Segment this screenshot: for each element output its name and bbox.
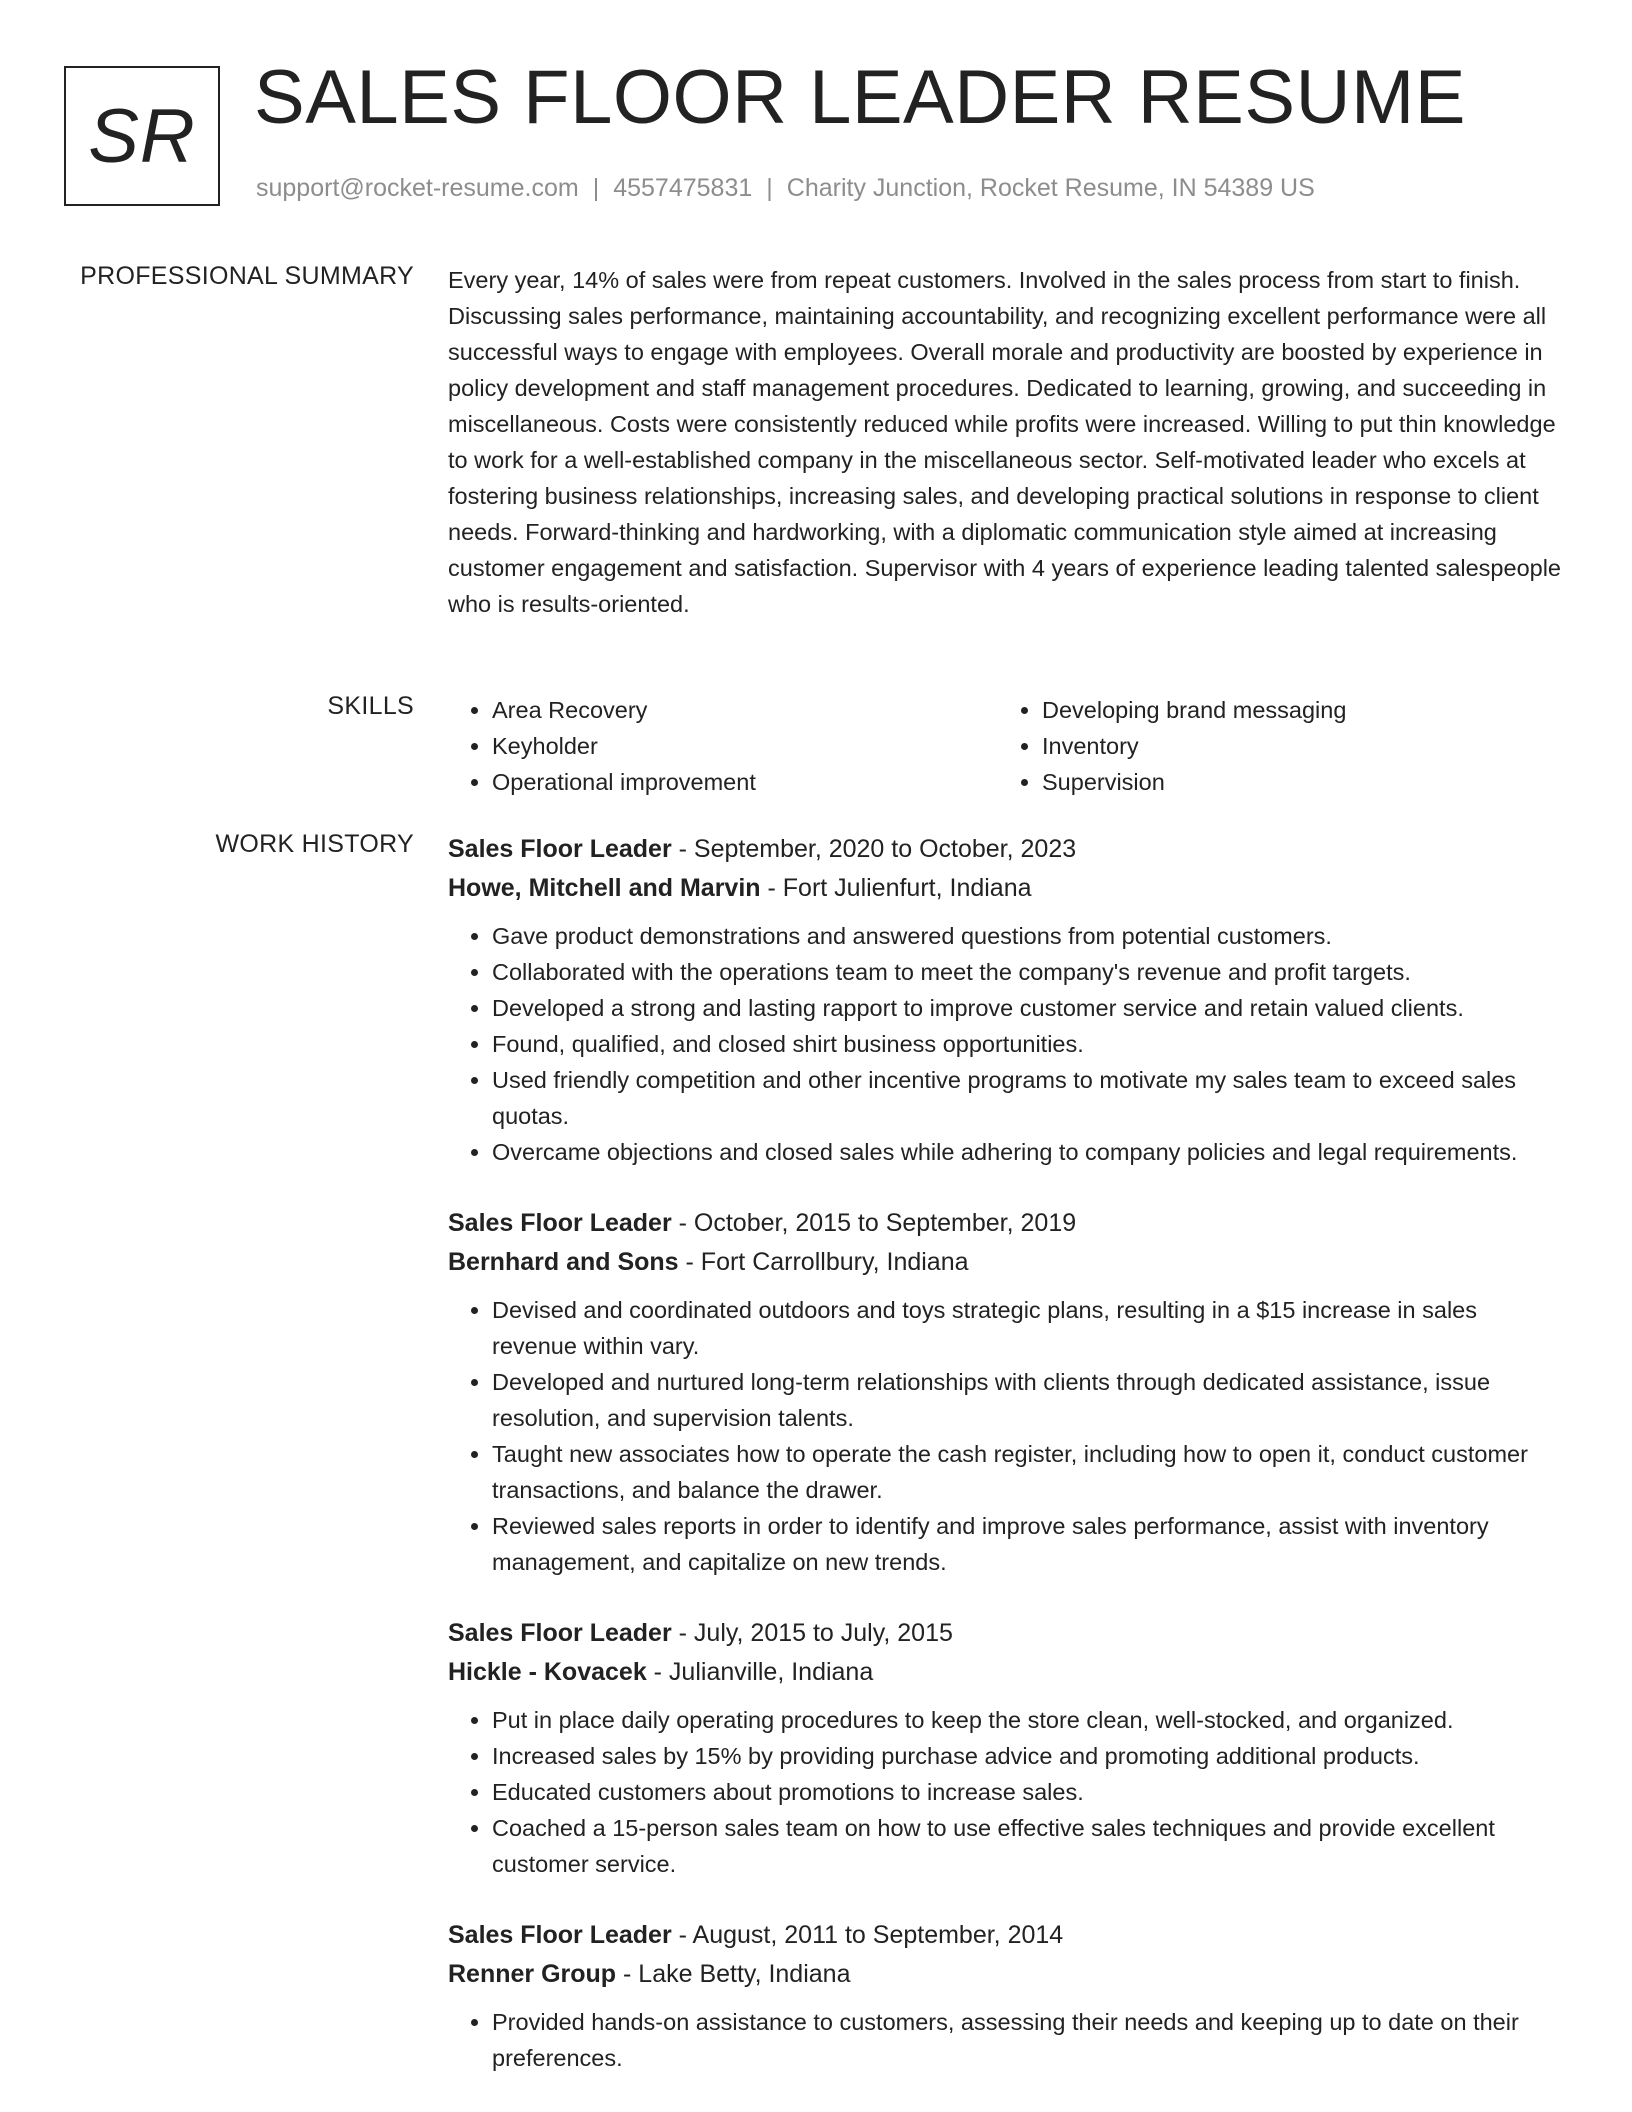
job-title: Sales Floor Leader <box>448 1921 672 1949</box>
resume-title: SALES FLOOR LEADER RESUME <box>254 55 1466 140</box>
job-location: - Lake Betty, Indiana <box>616 1960 851 1988</box>
contact-address: Charity Junction, Rocket Resume, IN 54389 US <box>786 174 1315 202</box>
job-location: - Fort Julienfurt, Indiana <box>760 874 1032 902</box>
work-history-content <box>448 830 1568 2110</box>
job-title: Sales Floor Leader <box>448 835 672 863</box>
skill-item: • Operational improvement <box>492 764 998 800</box>
contact-phone[interactable]: 4557475831 <box>613 174 753 202</box>
job-bullet: • Used friendly competition and other incentive programs to motivate my sales team to exceed sales quotas. <box>492 1062 1568 1134</box>
summary-content <box>448 262 1568 622</box>
job-bullet: • Provided hands-on assistance to customers, assessing their needs and keeping up to date on their preferences. <box>492 2004 1568 2076</box>
job-bullet: • Devised and coordinated outdoors and toys strategic plans, resulting in a $15 increase in sales revenue within vary. <box>492 1292 1568 1364</box>
job-title-line <box>448 1614 1568 1652</box>
job-title: Sales Floor Leader <box>448 1209 672 1237</box>
job-dates: - October, 2015 to September, 2019 <box>671 1209 1077 1237</box>
job-company: Hickle - Kovacek <box>448 1658 647 1686</box>
job-bullet: • Gave product demonstrations and answered questions from potential customers. <box>492 918 1568 954</box>
job-bullet: • Developed a strong and lasting rapport to improve customer service and retain valued clients. <box>492 990 1568 1026</box>
job-company-line <box>448 1652 1568 1692</box>
skill-item: • Inventory <box>1042 728 1548 764</box>
job-bullets <box>448 918 1568 1170</box>
job-title-line <box>448 1204 1568 1242</box>
skills-column-right <box>998 692 1548 800</box>
job-entry <box>448 1614 1568 1882</box>
contact-email[interactable]: support@rocket-resume.com <box>256 174 579 202</box>
skills-column-left <box>448 692 998 800</box>
job-bullets <box>448 1702 1568 1882</box>
skill-item: • Supervision <box>1042 764 1548 800</box>
contact-line <box>256 174 1315 203</box>
job-company-line <box>448 1954 1568 1994</box>
skill-item: • Keyholder <box>492 728 998 764</box>
job-title: Sales Floor Leader <box>448 1619 672 1647</box>
job-bullet: • Taught new associates how to operate the cash register, including how to open it, conduct customer transactions, and balance the drawer. <box>492 1436 1568 1508</box>
job-bullet: • Reviewed sales reports in order to identify and improve sales performance, assist with inventory management, and capitalize on new trends. <box>492 1508 1568 1580</box>
summary-label: PROFESSIONAL SUMMARY <box>80 262 414 290</box>
job-bullet: • Coached a 15-person sales team on how to use effective sales techniques and provide excellent customer service. <box>492 1810 1568 1882</box>
job-bullet: • Developed and nurtured long-term relationships with clients through dedicated assistance, issue resolution, and supervision talents. <box>492 1364 1568 1436</box>
job-company: Bernhard and Sons <box>448 1248 679 1276</box>
skills-list <box>448 692 1568 800</box>
skill-item: • Developing brand messaging <box>1042 692 1548 728</box>
job-entry <box>448 1204 1568 1580</box>
job-dates: - September, 2020 to October, 2023 <box>671 835 1077 863</box>
job-title-line <box>448 830 1568 868</box>
summary-text: Every year, 14% of sales were from repeat customers. Involved in the sales process from start to finish. Discussing sales performance, maintaining accountability, and recognizing excellent performance were all successful ways to engage with employees. Overall morale and productivity are boosted by experience in policy development and staff management procedures. Dedicated to learning, growing, and succeeding in miscellaneous. Costs were consistently reduced while profits were increased. Willing to put thin knowledge to work for a well-established company in the miscellaneous sector. Self-motivated leader who excels at fostering business relationships, increasing sales, and developing practical solutions in response to client needs. Forward-thinking and hardworking, with a diplomatic communication style aimed at increasing customer engagement and satisfaction. Supervisor with 4 years of experience leading talented salespeople who is results-oriented. <box>448 267 1562 617</box>
contact-separator: | <box>592 174 600 202</box>
job-bullets <box>448 1292 1568 1580</box>
job-bullet: • Found, qualified, and closed shirt business opportunities. <box>492 1026 1568 1062</box>
job-entry <box>448 1916 1568 2076</box>
job-company-line <box>448 1242 1568 1282</box>
job-entry <box>448 830 1568 1170</box>
skills-label: SKILLS <box>327 692 414 720</box>
job-location: - Fort Carrollbury, Indiana <box>678 1248 969 1276</box>
job-bullets <box>448 2004 1568 2076</box>
job-bullet: • Collaborated with the operations team to meet the company's revenue and profit targets. <box>492 954 1568 990</box>
job-company: Renner Group <box>448 1960 617 1988</box>
skill-item: • Area Recovery <box>492 692 998 728</box>
job-bullet: • Educated customers about promotions to increase sales. <box>492 1774 1568 1810</box>
job-company-line <box>448 868 1568 908</box>
work-history-label: WORK HISTORY <box>215 830 414 858</box>
contact-separator: | <box>766 174 773 202</box>
monogram-logo: SR <box>64 66 220 206</box>
job-bullet: • Put in place daily operating procedures to keep the store clean, well-stocked, and organized. <box>492 1702 1568 1738</box>
job-bullet: • Increased sales by 15% by providing purchase advice and promoting additional products. <box>492 1738 1568 1774</box>
job-bullet: • Overcame objections and closed sales while adhering to company policies and legal requirements. <box>492 1134 1568 1170</box>
job-dates: - August, 2011 to September, 2014 <box>671 1921 1064 1949</box>
job-dates: - July, 2015 to July, 2015 <box>671 1619 953 1647</box>
job-company: Howe, Mitchell and Marvin <box>448 874 761 902</box>
job-title-line <box>448 1916 1568 1954</box>
job-location: - Julianville, Indiana <box>646 1658 874 1686</box>
